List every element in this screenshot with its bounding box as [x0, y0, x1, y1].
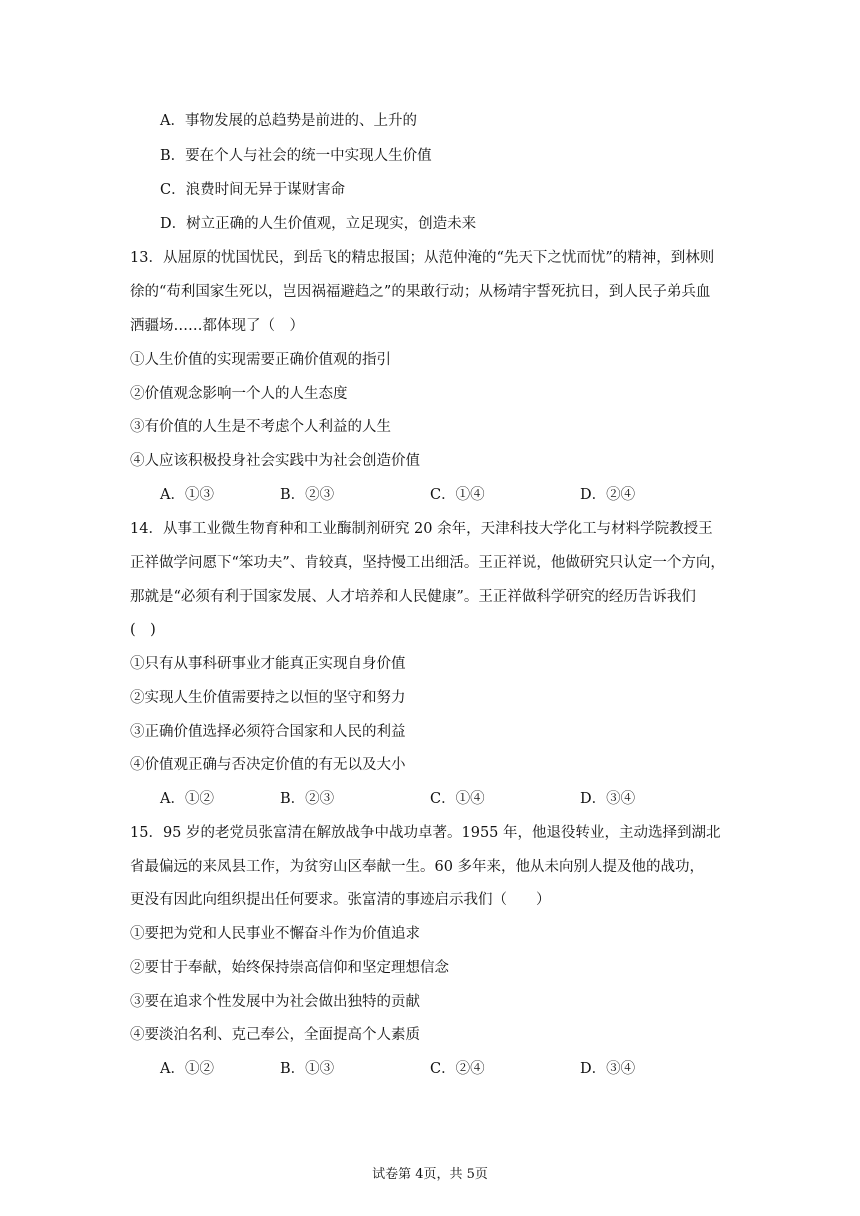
q14-choice-d: D．③④ [580, 791, 636, 807]
q13-choice-a: A．①③ [160, 487, 214, 503]
q15-choice-d: D．③④ [580, 1061, 636, 1077]
q15-stem-line-3: 更没有因此向组织提出任何要求。张富清的事迹启示我们（ ） [130, 892, 551, 908]
q15-statement-1: ①要把为党和人民事业不懈奋斗作为价值追求 [130, 926, 420, 942]
q12-option-c: C．浪费时间无异于谋财害命 [160, 182, 346, 198]
q13-statement-3: ③有价值的人生是不考虑个人利益的人生 [130, 419, 391, 435]
q13-statement-4: ④人应该积极投身社会实践中为社会创造价值 [130, 453, 420, 469]
q15-stem-line-1: 15．95 岁的老党员张富清在解放战争中战功卓著。1955 年，他退役转业，主动选择到湖北 [130, 825, 721, 841]
q13-stem-line-1: 13．从屈原的忧国忧民，到岳飞的精忠报国；从范仲淹的“先天下之忧而忧”的精神，到林则 [130, 250, 715, 266]
q13-choice-d: D．②④ [580, 487, 636, 503]
q14-stem-line-3: 那就是“必须有利于国家发展、人才培养和人民健康”。王正祥做科学研究的经历告诉我们 [130, 589, 696, 605]
q15-statement-2: ②要甘于奉献，始终保持崇高信仰和坚定理想信念 [130, 960, 449, 976]
q13-stem-line-2: 徐的“苟利国家生死以，岂因祸福避趋之”的果敢行动；从杨靖宇誓死抗日，到人民子弟兵血 [130, 284, 711, 300]
q15-choices [160, 1059, 720, 1079]
q15-stem-line-2: 省最偏远的来凤县工作，为贫穷山区奉献一生。60 多年来，他从未向别人提及他的战功， [130, 859, 705, 875]
q15-statement-4: ④要淡泊名利、克己奉公，全面提高个人素质 [130, 1027, 420, 1043]
q12-option-b: B．要在个人与社会的统一中实现人生价值 [160, 148, 432, 164]
q13-choice-b: B．②③ [280, 487, 335, 503]
q14-statement-2: ②实现人生价值需要持之以恒的坚守和努力 [130, 690, 406, 706]
page-footer: 试卷第 4页，共 5页 [372, 1167, 488, 1182]
q13-statement-1: ①人生价值的实现需要正确价值观的指引 [130, 352, 391, 368]
q12-option-d: D．树立正确的人生价值观，立足现实，创造未来 [160, 216, 477, 232]
q14-choice-b: B．②③ [280, 791, 335, 807]
q15-choice-b: B．①③ [280, 1061, 335, 1077]
q14-statement-3: ③正确价值选择必须符合国家和人民的利益 [130, 724, 406, 740]
q14-choice-a: A．①② [160, 791, 214, 807]
q13-choice-c: C．①④ [430, 487, 485, 503]
q14-stem-line-1: 14．从事工业微生物育种和工业酶制剂研究 20 余年，天津科技大学化工与材料学院教授王 [130, 521, 713, 537]
q15-choice-a: A．①② [160, 1061, 214, 1077]
q14-statement-4: ④价值观正确与否决定价值的有无以及大小 [130, 757, 406, 773]
q14-choice-c: C．①④ [430, 791, 485, 807]
q14-stem-line-4: ( ) [130, 622, 156, 638]
q13-stem-line-3: 洒疆场……都体现了（ ） [130, 318, 304, 334]
q14-statement-1: ①只有从事科研事业才能真正实现自身价值 [130, 656, 406, 672]
q13-statement-2: ②价值观念影响一个人的人生态度 [130, 386, 348, 402]
q15-choice-c: C．②④ [430, 1061, 485, 1077]
q15-statement-3: ③要在追求个性发展中为社会做出独特的贡献 [130, 994, 420, 1010]
q14-choices [160, 789, 720, 809]
q14-stem-line-2: 正祥做学问愿下“笨功夫”、肯较真，坚持慢工出细活。王正祥说，他做研究只认定一个方向， [130, 555, 725, 571]
q12-option-a: A．事物发展的总趋势是前进的、上升的 [160, 113, 417, 129]
q13-choices [160, 485, 720, 505]
